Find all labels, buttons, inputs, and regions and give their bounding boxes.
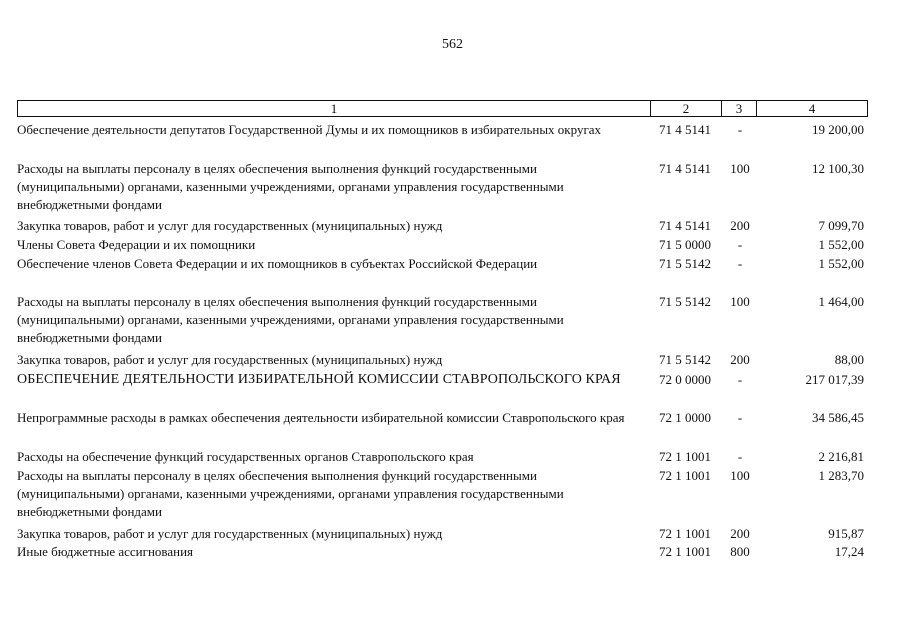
- row-code: 71 4 5141: [659, 122, 711, 137]
- row-amount: 1 552,00: [818, 256, 864, 271]
- row-amount: 19 200,00: [812, 122, 864, 137]
- table-header: [17, 100, 868, 117]
- row-code: 72 1 1001: [659, 544, 711, 559]
- row-code: 71 4 5141: [659, 161, 711, 176]
- row-amount: 2 216,81: [818, 449, 864, 464]
- row-amount: 1 283,70: [818, 468, 864, 483]
- row-amount: 17,24: [834, 544, 864, 559]
- row-amount: 1 464,00: [818, 294, 864, 309]
- row-code: 72 0 0000: [659, 372, 711, 387]
- row-amount: 34 586,45: [812, 410, 864, 425]
- row-code: 71 5 5142: [659, 256, 711, 271]
- row-type: 200: [730, 218, 750, 233]
- row-code: 71 5 5142: [659, 352, 711, 367]
- row-code: 72 1 0000: [659, 410, 711, 425]
- row-code: 71 5 0000: [659, 237, 711, 252]
- row-code: 72 1 1001: [659, 468, 711, 483]
- row-name: ОБЕСПЕЧЕНИЕ ДЕЯТЕЛЬНОСТИ ИЗБИРАТЕЛЬНОЙ КОМИССИИ СТАВРОПОЛЬСКОГО КРАЯ: [17, 372, 621, 387]
- row-amount: 88,00: [834, 352, 864, 367]
- row-name: Закупка товаров, работ и услуг для государственных (муниципальных) нужд: [17, 218, 443, 233]
- row-name: Расходы на выплаты персоналу в целях обеспечения выполнения функций государственными (муниципальными) органами, казенными учреждениями, органами управления государственными внебюджетными фондами: [17, 294, 564, 345]
- row-code: 71 4 5141: [659, 218, 711, 233]
- row-name: Расходы на выплаты персоналу в целях обеспечения выполнения функций государственными (муниципальными) органами, казенными учреждениями, органами управления государственными внебюджетными фондами: [17, 468, 564, 519]
- row-type: 100: [730, 294, 750, 309]
- row-type: -: [737, 237, 743, 252]
- row-type: 200: [730, 526, 750, 541]
- row-type: -: [737, 449, 743, 464]
- row-type: -: [737, 372, 743, 387]
- row-amount: 12 100,30: [812, 161, 864, 176]
- row-name: Обеспечение членов Совета Федерации и их помощников в субъектах Российской Федерации: [17, 256, 538, 271]
- header-col-4: 4: [808, 101, 816, 116]
- row-type: -: [737, 122, 743, 137]
- row-name: Обеспечение деятельности депутатов Государственной Думы и их помощников в избирательных округах: [17, 122, 602, 137]
- row-type: -: [737, 256, 743, 271]
- row-type: 100: [730, 161, 750, 176]
- row-code: 71 5 5142: [659, 294, 711, 309]
- row-type: 200: [730, 352, 750, 367]
- row-name: Расходы на выплаты персоналу в целях обеспечения выполнения функций государственными (муниципальными) органами, казенными учреждениями, органами управления государственными внебюджетными фондами: [17, 161, 564, 212]
- row-code: 72 1 1001: [659, 449, 711, 464]
- row-amount: 1 552,00: [818, 237, 864, 252]
- page-number: 562: [442, 37, 463, 52]
- row-name: Члены Совета Федерации и их помощники: [17, 237, 256, 252]
- row-amount: 915,87: [828, 526, 864, 541]
- row-amount: 217 017,39: [805, 372, 864, 387]
- row-type: -: [737, 410, 743, 425]
- row-name: Закупка товаров, работ и услуг для государственных (муниципальных) нужд: [17, 352, 443, 367]
- row-name: Расходы на обеспечение функций государственных органов Ставропольского края: [17, 449, 474, 464]
- row-type: 100: [730, 468, 750, 483]
- header-col-2: 2: [682, 101, 690, 116]
- row-name: Закупка товаров, работ и услуг для государственных (муниципальных) нужд: [17, 526, 443, 541]
- row-code: 72 1 1001: [659, 526, 711, 541]
- row-name: Иные бюджетные ассигнования: [17, 544, 194, 559]
- header-col-3: 3: [735, 101, 743, 116]
- row-type: 800: [730, 544, 750, 559]
- row-name: Непрограммные расходы в рамках обеспечения деятельности избирательной комиссии Ставропольского края: [17, 410, 625, 425]
- row-amount: 7 099,70: [818, 218, 864, 233]
- header-col-1: 1: [330, 101, 338, 116]
